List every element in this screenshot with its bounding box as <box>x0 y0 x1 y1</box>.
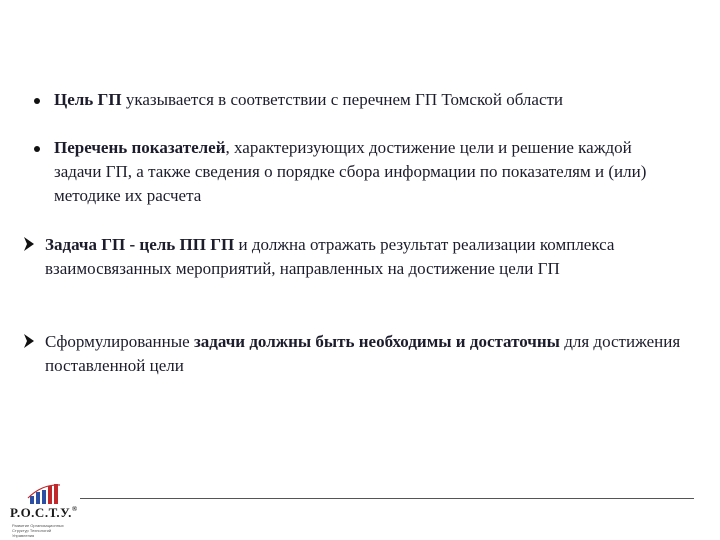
item-text: и должна отражать результат реализации комплекса взаимосвязанных мероприятий, направленных на достижение цели ГП <box>45 235 615 278</box>
item-bold-text: Цель ГП <box>54 90 122 109</box>
item-text: , характеризующих достижение цели и решение каждой задачи ГП, а также сведения о порядке сбора информации по показателям и (или) методике их расчета <box>54 138 647 205</box>
item-bold-text: задачи должны быть необходимы и достаточны <box>193 332 560 351</box>
registered-mark: ® <box>71 505 78 513</box>
list-item <box>45 233 720 281</box>
item-bold-text: Перечень показателей <box>54 138 226 157</box>
arrow-bullet-icon <box>22 236 36 252</box>
item-text: указывается в соответствии с перечнем ГП Томской области <box>121 90 564 109</box>
list-item <box>54 136 674 208</box>
item-bold-text: Задача ГП - цель ПП ГП <box>45 235 235 254</box>
list-item <box>54 88 694 112</box>
logo-name: Р.О.С.Т.У.® <box>10 505 78 520</box>
item-text: Сформулированные <box>45 332 194 351</box>
bullet-dot-icon <box>34 146 40 152</box>
arrow-bullet-icon <box>22 333 36 349</box>
list-item <box>45 330 705 378</box>
footer-divider <box>80 498 694 499</box>
bullet-dot-icon <box>34 98 40 104</box>
item-text: для достижения поставленной цели <box>45 332 681 375</box>
logo-subtitle: Развитие Организационных Структур Технологий Управления <box>12 523 64 538</box>
